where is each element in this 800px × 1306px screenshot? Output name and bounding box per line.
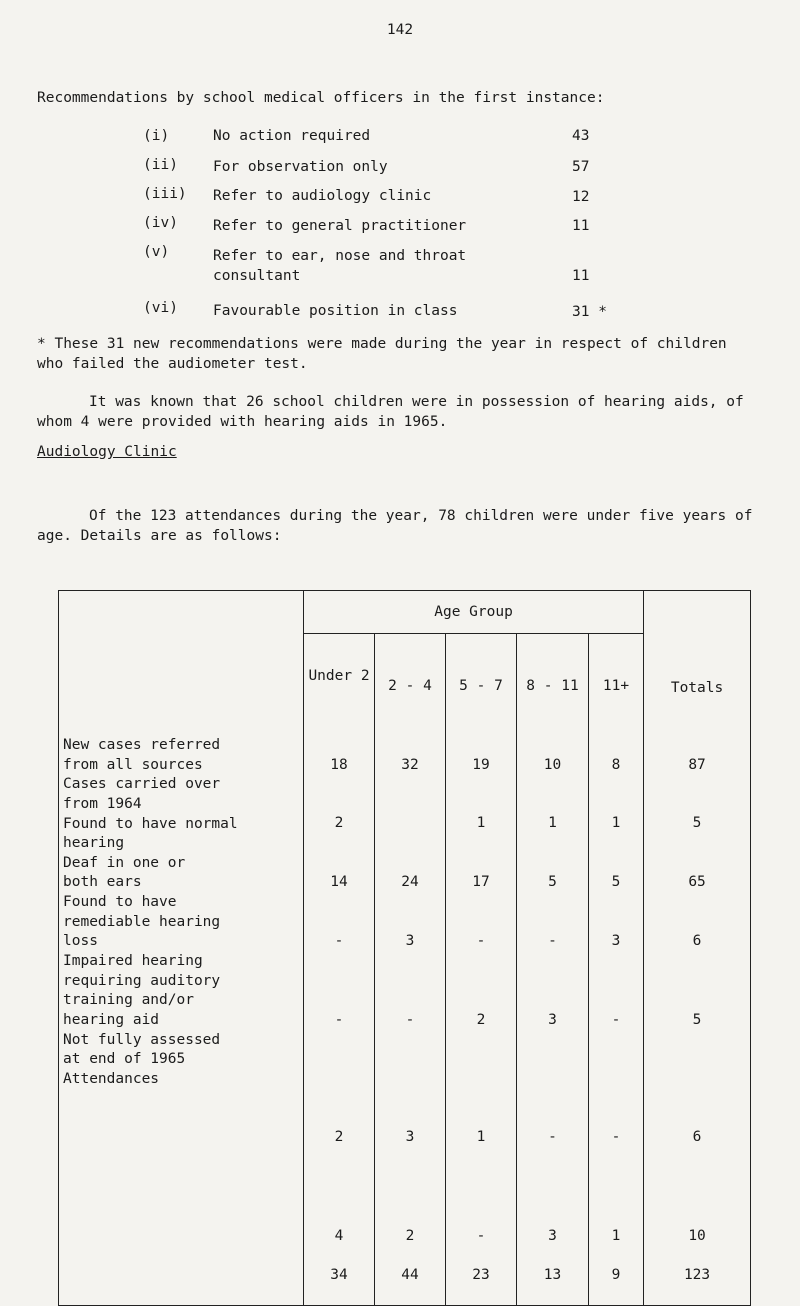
rec-count: 11 <box>572 268 590 284</box>
table-cell: 23 <box>472 1266 490 1283</box>
table-cell: 2 <box>405 1227 415 1244</box>
row-label: New cases referred from all sources <box>63 737 221 773</box>
table-cell: 10 <box>688 1227 706 1244</box>
section-heading: Audiology Clinic <box>37 444 177 460</box>
table-cell: 3 <box>548 1011 557 1028</box>
table-cell: - <box>611 1011 621 1028</box>
table-cell: - <box>476 933 486 950</box>
column-under-2 <box>304 718 375 1306</box>
rec-label: Refer to general practitioner <box>213 218 467 234</box>
page-number: 142 <box>386 22 414 38</box>
intro-text: Recommendations by school medical officers in the first instance: <box>37 90 605 106</box>
rec-count: 12 <box>572 189 590 205</box>
rec-count: 11 <box>572 218 590 234</box>
table-cell: 1 <box>548 815 557 832</box>
rec-count: 43 <box>572 128 590 144</box>
table-cell: 17 <box>472 874 490 891</box>
rec-number: (i) <box>143 128 170 144</box>
rec-label-continued: consultant <box>213 268 301 284</box>
column-header-8-11: 8 - 11 <box>517 634 589 719</box>
row-label: Cases carried over from 1964 <box>63 776 221 812</box>
column-totals <box>644 718 751 1306</box>
table-cell: 2 <box>334 815 344 832</box>
footnote: * These 31 new recommendations were made during the year in respect of children who failed the audiometer test. <box>37 336 727 372</box>
rec-number: (v) <box>143 244 170 260</box>
column-2-4 <box>375 718 446 1306</box>
table-cell: - <box>548 1129 557 1146</box>
table-cell: 65 <box>688 874 706 891</box>
table-cell: 5 <box>611 874 621 891</box>
audiology-clinic-table <box>58 590 751 1306</box>
column-header-2-4: 2 - 4 <box>375 634 446 719</box>
table-cell: 34 <box>330 1266 348 1283</box>
table-cell: - <box>405 1011 415 1028</box>
table-cell: 2 <box>334 1129 344 1146</box>
table-cell: 3 <box>405 1129 415 1146</box>
table-cell: 1 <box>476 815 486 832</box>
table-cell: 3 <box>548 1227 557 1244</box>
row-label: Not fully assessed at end of 1965 <box>63 1031 221 1068</box>
table-cell: 44 <box>401 1266 419 1283</box>
table-cell: 9 <box>611 1266 621 1283</box>
column-11-plus <box>589 718 644 1306</box>
rec-number: (iii) <box>143 186 187 202</box>
table-cell: 5 <box>548 874 557 891</box>
hearing-aids-paragraph: It was known that 26 school children were in possession of hearing aids, of whom 4 were provided with hearing aids in 1965. <box>37 394 744 430</box>
column-header-5-7: 5 - 7 <box>446 634 517 719</box>
rec-count: 31 * <box>572 304 607 320</box>
table-cell: 5 <box>692 815 702 832</box>
table-cell: 13 <box>543 1266 562 1283</box>
table-cell: 24 <box>401 874 419 891</box>
row-label: Attendances <box>63 1070 160 1087</box>
table-cell: 10 <box>543 756 562 773</box>
rec-count: 57 <box>572 159 590 175</box>
column-5-7 <box>446 718 517 1306</box>
table-cell: - <box>611 1129 621 1146</box>
rec-label: Refer to audiology clinic <box>213 188 432 204</box>
row-label: Found to have normal hearing <box>63 815 238 852</box>
rec-number: (ii) <box>143 157 178 173</box>
column-header-totals: Totals <box>644 591 751 719</box>
table-cell: 1 <box>476 1129 486 1146</box>
age-group-header: Age Group <box>304 591 644 634</box>
rec-number: (iv) <box>143 215 178 231</box>
table-cell: 3 <box>611 933 621 950</box>
table-cell: 18 <box>330 756 348 773</box>
table-cell: 2 <box>476 1011 486 1028</box>
table-cell: 32 <box>401 756 419 773</box>
row-label: Found to have remediable hearing loss <box>63 894 221 950</box>
attendance-paragraph: Of the 123 attendances during the year, 78 children were under five years of age. Details are as follows: <box>37 508 753 544</box>
row-label: Impaired hearing requiring auditory training and/or hearing aid <box>63 953 221 1028</box>
row-label: Deaf in one or both ears <box>63 854 186 891</box>
table-cell: - <box>334 1011 344 1028</box>
table-cell: 6 <box>692 1129 702 1146</box>
rec-label: No action required <box>213 128 371 144</box>
table-cell: 87 <box>688 756 706 773</box>
table-cell: 5 <box>692 1011 702 1028</box>
table-cell: - <box>334 933 344 950</box>
table-cell: - <box>476 1227 486 1244</box>
table-cell: 1 <box>611 815 621 832</box>
row-labels <box>59 718 304 1306</box>
column-header-under-2: Under 2 <box>304 634 375 719</box>
table-cell: 14 <box>330 874 348 891</box>
rec-label: Refer to ear, nose and throat <box>213 248 467 264</box>
rec-label: For observation only <box>213 159 388 175</box>
column-header-11-plus: 11+ <box>589 634 644 719</box>
table-cell: 19 <box>472 756 490 773</box>
table-cell: - <box>548 933 557 950</box>
table-cell: 123 <box>683 1266 711 1283</box>
rec-label: Favourable position in class <box>213 303 458 319</box>
table-cell: 8 <box>611 756 621 773</box>
table-cell: 4 <box>334 1227 344 1244</box>
table-cell: 1 <box>611 1227 621 1244</box>
table-cell: 6 <box>692 933 702 950</box>
table-cell: 3 <box>405 933 415 950</box>
column-8-11 <box>517 718 589 1306</box>
rec-number: (vi) <box>143 300 178 316</box>
